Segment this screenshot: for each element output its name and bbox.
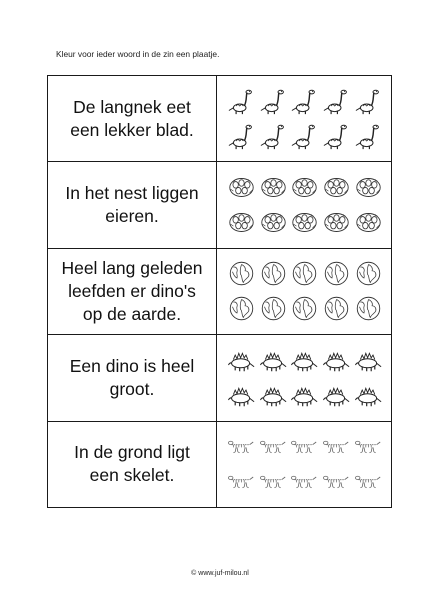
long-neck-dino-icon[interactable] xyxy=(323,123,350,150)
earth-globe-icon[interactable] xyxy=(260,260,287,287)
dino-skeleton-icon[interactable] xyxy=(228,433,255,460)
sentence-line: een lekker blad. xyxy=(70,119,194,140)
worksheet-row xyxy=(48,335,392,421)
earth-globe-icon[interactable] xyxy=(323,295,350,322)
earth-globe-icon[interactable] xyxy=(228,260,255,287)
sentence-cell xyxy=(48,421,217,507)
egg-nest-icon[interactable] xyxy=(355,174,382,201)
picture-grid xyxy=(217,260,391,322)
long-neck-dino-icon[interactable] xyxy=(260,123,287,150)
long-neck-dino-icon[interactable] xyxy=(355,123,382,150)
dino-skeleton-icon[interactable] xyxy=(260,468,287,495)
egg-nest-icon[interactable] xyxy=(291,209,318,236)
picture-cell xyxy=(217,335,392,421)
egg-nest-icon[interactable] xyxy=(355,209,382,236)
dino-skeleton-icon[interactable] xyxy=(355,433,382,460)
sentence-line: leefden er dino's xyxy=(68,280,196,301)
picture-cell xyxy=(217,421,392,507)
copyright-footer: © www.juf-milou.nl xyxy=(191,570,249,577)
sentence-line: eieren. xyxy=(105,206,159,227)
dino-skeleton-icon[interactable] xyxy=(291,433,318,460)
picture-cell xyxy=(217,76,392,162)
stegosaurus-icon[interactable] xyxy=(228,382,255,409)
dino-skeleton-icon[interactable] xyxy=(323,468,350,495)
stegosaurus-icon[interactable] xyxy=(291,382,318,409)
sentence-line: groot. xyxy=(109,378,155,399)
long-neck-dino-icon[interactable] xyxy=(355,88,382,115)
picture-grid xyxy=(217,433,391,495)
dino-skeleton-icon[interactable] xyxy=(228,468,255,495)
worksheet-row xyxy=(48,162,392,248)
long-neck-dino-icon[interactable] xyxy=(291,88,318,115)
picture-grid xyxy=(217,347,391,409)
instruction-text: Kleur voor ieder woord in de zin een plaatje. xyxy=(56,49,220,59)
sentence-cell xyxy=(48,162,217,248)
stegosaurus-icon[interactable] xyxy=(228,347,255,374)
sentence-line: In de grond ligt xyxy=(74,442,190,463)
sentence-line: In het nest liggen xyxy=(65,182,199,203)
dino-skeleton-icon[interactable] xyxy=(323,433,350,460)
long-neck-dino-icon[interactable] xyxy=(228,123,255,150)
long-neck-dino-icon[interactable] xyxy=(260,88,287,115)
dino-skeleton-icon[interactable] xyxy=(260,433,287,460)
sentence-line: op de aarde. xyxy=(82,304,182,325)
egg-nest-icon[interactable] xyxy=(260,209,287,236)
dino-skeleton-icon[interactable] xyxy=(291,468,318,495)
earth-globe-icon[interactable] xyxy=(260,295,287,322)
long-neck-dino-icon[interactable] xyxy=(291,123,318,150)
picture-grid xyxy=(217,88,391,150)
earth-globe-icon[interactable] xyxy=(291,295,318,322)
stegosaurus-icon[interactable] xyxy=(260,347,287,374)
egg-nest-icon[interactable] xyxy=(323,209,350,236)
sentence-cell xyxy=(48,335,217,421)
earth-globe-icon[interactable] xyxy=(291,260,318,287)
stegosaurus-icon[interactable] xyxy=(291,347,318,374)
sentence-cell xyxy=(48,76,217,162)
earth-globe-icon[interactable] xyxy=(228,295,255,322)
stegosaurus-icon[interactable] xyxy=(355,382,382,409)
picture-cell xyxy=(217,248,392,334)
worksheet-row xyxy=(48,248,392,334)
dino-skeleton-icon[interactable] xyxy=(355,468,382,495)
picture-grid xyxy=(217,174,391,236)
sentence-cell xyxy=(48,248,217,334)
sentence-line: De langnek eet xyxy=(73,96,191,117)
egg-nest-icon[interactable] xyxy=(228,174,255,201)
earth-globe-icon[interactable] xyxy=(355,295,382,322)
egg-nest-icon[interactable] xyxy=(260,174,287,201)
stegosaurus-icon[interactable] xyxy=(323,347,350,374)
long-neck-dino-icon[interactable] xyxy=(228,88,255,115)
egg-nest-icon[interactable] xyxy=(323,174,350,201)
stegosaurus-icon[interactable] xyxy=(323,382,350,409)
stegosaurus-icon[interactable] xyxy=(260,382,287,409)
worksheet-table xyxy=(47,75,392,508)
long-neck-dino-icon[interactable] xyxy=(323,88,350,115)
egg-nest-icon[interactable] xyxy=(228,209,255,236)
sentence-line: Heel lang geleden xyxy=(61,257,203,278)
earth-globe-icon[interactable] xyxy=(355,260,382,287)
sentence-line: Een dino is heel xyxy=(69,355,195,376)
sentence-line: een skelet. xyxy=(89,465,175,486)
worksheet-row xyxy=(48,421,392,507)
picture-cell xyxy=(217,162,392,248)
earth-globe-icon[interactable] xyxy=(323,260,350,287)
worksheet-row xyxy=(48,76,392,162)
egg-nest-icon[interactable] xyxy=(291,174,318,201)
stegosaurus-icon[interactable] xyxy=(355,347,382,374)
